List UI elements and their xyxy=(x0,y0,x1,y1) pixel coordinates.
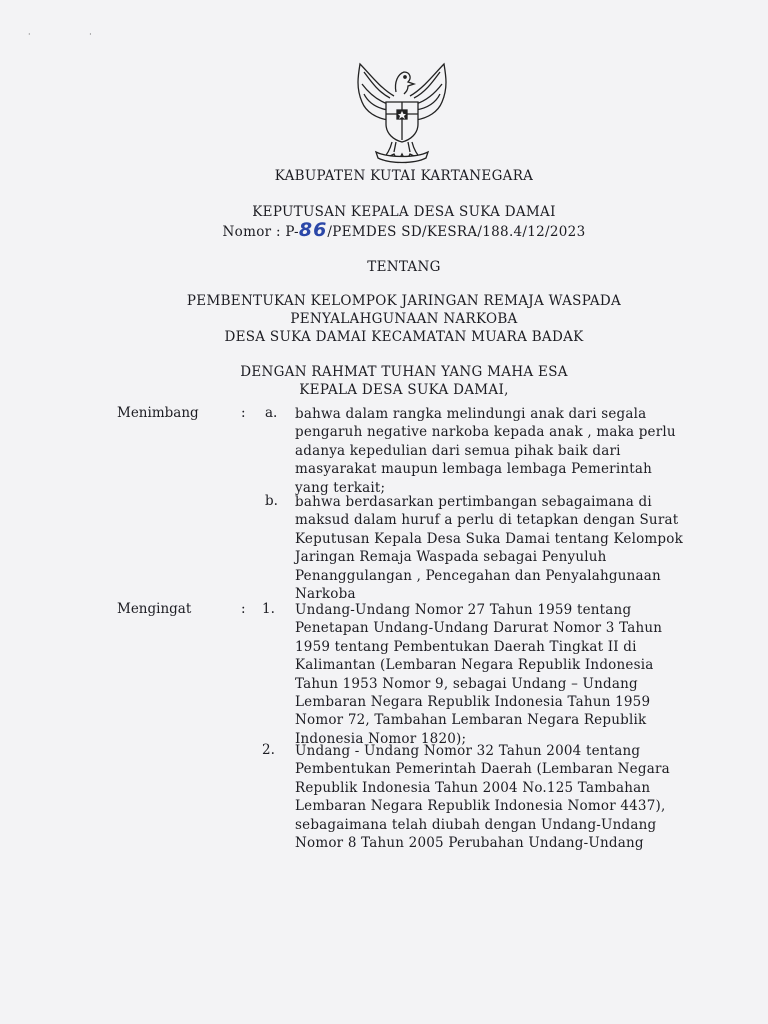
nomor-handwritten-number: 86 xyxy=(298,219,328,241)
mengingat-label: Mengingat xyxy=(117,601,192,617)
menimbang-b-marker: b. xyxy=(265,493,278,509)
text-line: Pembentukan Pemerintah Daerah (Lembaran Negara xyxy=(295,761,670,778)
text-line: Narkoba xyxy=(295,586,356,603)
subject-line-1: PEMBENTUKAN KELOMPOK JARINGAN REMAJA WASPADA xyxy=(186,293,622,309)
subject-line-3: DESA SUKA DAMAI KECAMATAN MUARA BADAK xyxy=(224,329,584,345)
text-line: Lembaran Negara Republik Indonesia Nomor 4437), xyxy=(295,798,666,815)
menimbang-a-marker: a. xyxy=(265,405,278,421)
garuda-pancasila-emblem-icon xyxy=(342,58,462,170)
text-line: Republik Indonesia Tahun 2004 No.125 Tambahan xyxy=(295,779,651,796)
kepala-desa-line: KEPALA DESA SUKA DAMAI, xyxy=(299,382,509,398)
text-line: Undang - Undang Nomor 32 Tahun 2004 tentang xyxy=(295,743,641,759)
mengingat-colon: : xyxy=(241,601,246,617)
text-line: adanya kepedulian dari semua pihak baik dari xyxy=(295,442,621,459)
nomor-suffix: /PEMDES SD/KESRA/188.4/12/2023 xyxy=(327,224,586,240)
mengingat-1-marker: 1. xyxy=(262,601,275,617)
text-line: Kalimantan (Lembaran Negara Republik Indonesia xyxy=(295,657,654,674)
text-line: masyarakat maupun lembaga lembaga Pemerintah xyxy=(295,461,653,478)
text-line: Penetapan Undang-Undang Darurat Nomor 3 Tahun xyxy=(295,620,663,637)
text-line: Undang-Undang Nomor 27 Tahun 1959 tentang xyxy=(295,602,632,618)
text-line: maksud dalam huruf a perlu di tetapkan dengan Surat xyxy=(295,512,679,529)
text-line: pengaruh negative narkoba kepada anak , maka perlu xyxy=(295,424,676,441)
nomor-line xyxy=(0,221,768,241)
text-line: 1959 tentang Pembentukan Daerah Tingkat II di xyxy=(295,638,637,655)
mengingat-1-text xyxy=(295,601,706,748)
mengingat-2-text xyxy=(295,742,706,852)
text-line: Jaringan Remaja Waspada sebagai Penyuluh xyxy=(295,549,607,566)
scan-specks: · · xyxy=(28,30,120,39)
text-line: Tahun 1953 Nomor 9, sebagai Undang – Undang xyxy=(295,675,638,692)
rahmat-line: DENGAN RAHMAT TUHAN YANG MAHA ESA xyxy=(240,364,568,380)
menimbang-colon: : xyxy=(241,405,246,421)
keputusan-heading: KEPUTUSAN KEPALA DESA SUKA DAMAI xyxy=(252,204,556,220)
text-line: Penanggulangan , Pencegahan dan Penyalahgunaan xyxy=(295,567,661,584)
text-line: yang terkait; xyxy=(295,479,386,496)
text-line: bahwa dalam rangka melindungi anak dari segala xyxy=(295,406,647,422)
mengingat-2-marker: 2. xyxy=(262,742,275,758)
tentang-heading: TENTANG xyxy=(367,259,441,275)
menimbang-b-text xyxy=(295,493,706,603)
kabupaten-heading: KABUPATEN KUTAI KARTANEGARA xyxy=(274,168,534,184)
subject-line-2: PENYALAHGUNAAN NARKOBA xyxy=(290,311,518,327)
text-line: Lembaran Negara Republik Indonesia Tahun 1959 xyxy=(295,694,651,711)
text-line: Indonesia Nomor 1820); xyxy=(295,730,467,747)
text-line: Keputusan Kepala Desa Suka Damai tentang Kelompok xyxy=(295,530,683,547)
menimbang-label: Menimbang xyxy=(117,405,199,421)
text-line: bahwa berdasarkan pertimbangan sebagaimana di xyxy=(295,494,652,510)
text-line: Nomor 72, Tambahan Lembaran Negara Republik xyxy=(295,712,647,729)
text-line: sebagaimana telah diubah dengan Undang-Undang xyxy=(295,816,657,833)
nomor-prefix: Nomor : P- xyxy=(222,224,299,240)
text-line: Nomor 8 Tahun 2005 Perubahan Undang-Undang xyxy=(295,835,644,852)
menimbang-a-text xyxy=(295,405,706,497)
